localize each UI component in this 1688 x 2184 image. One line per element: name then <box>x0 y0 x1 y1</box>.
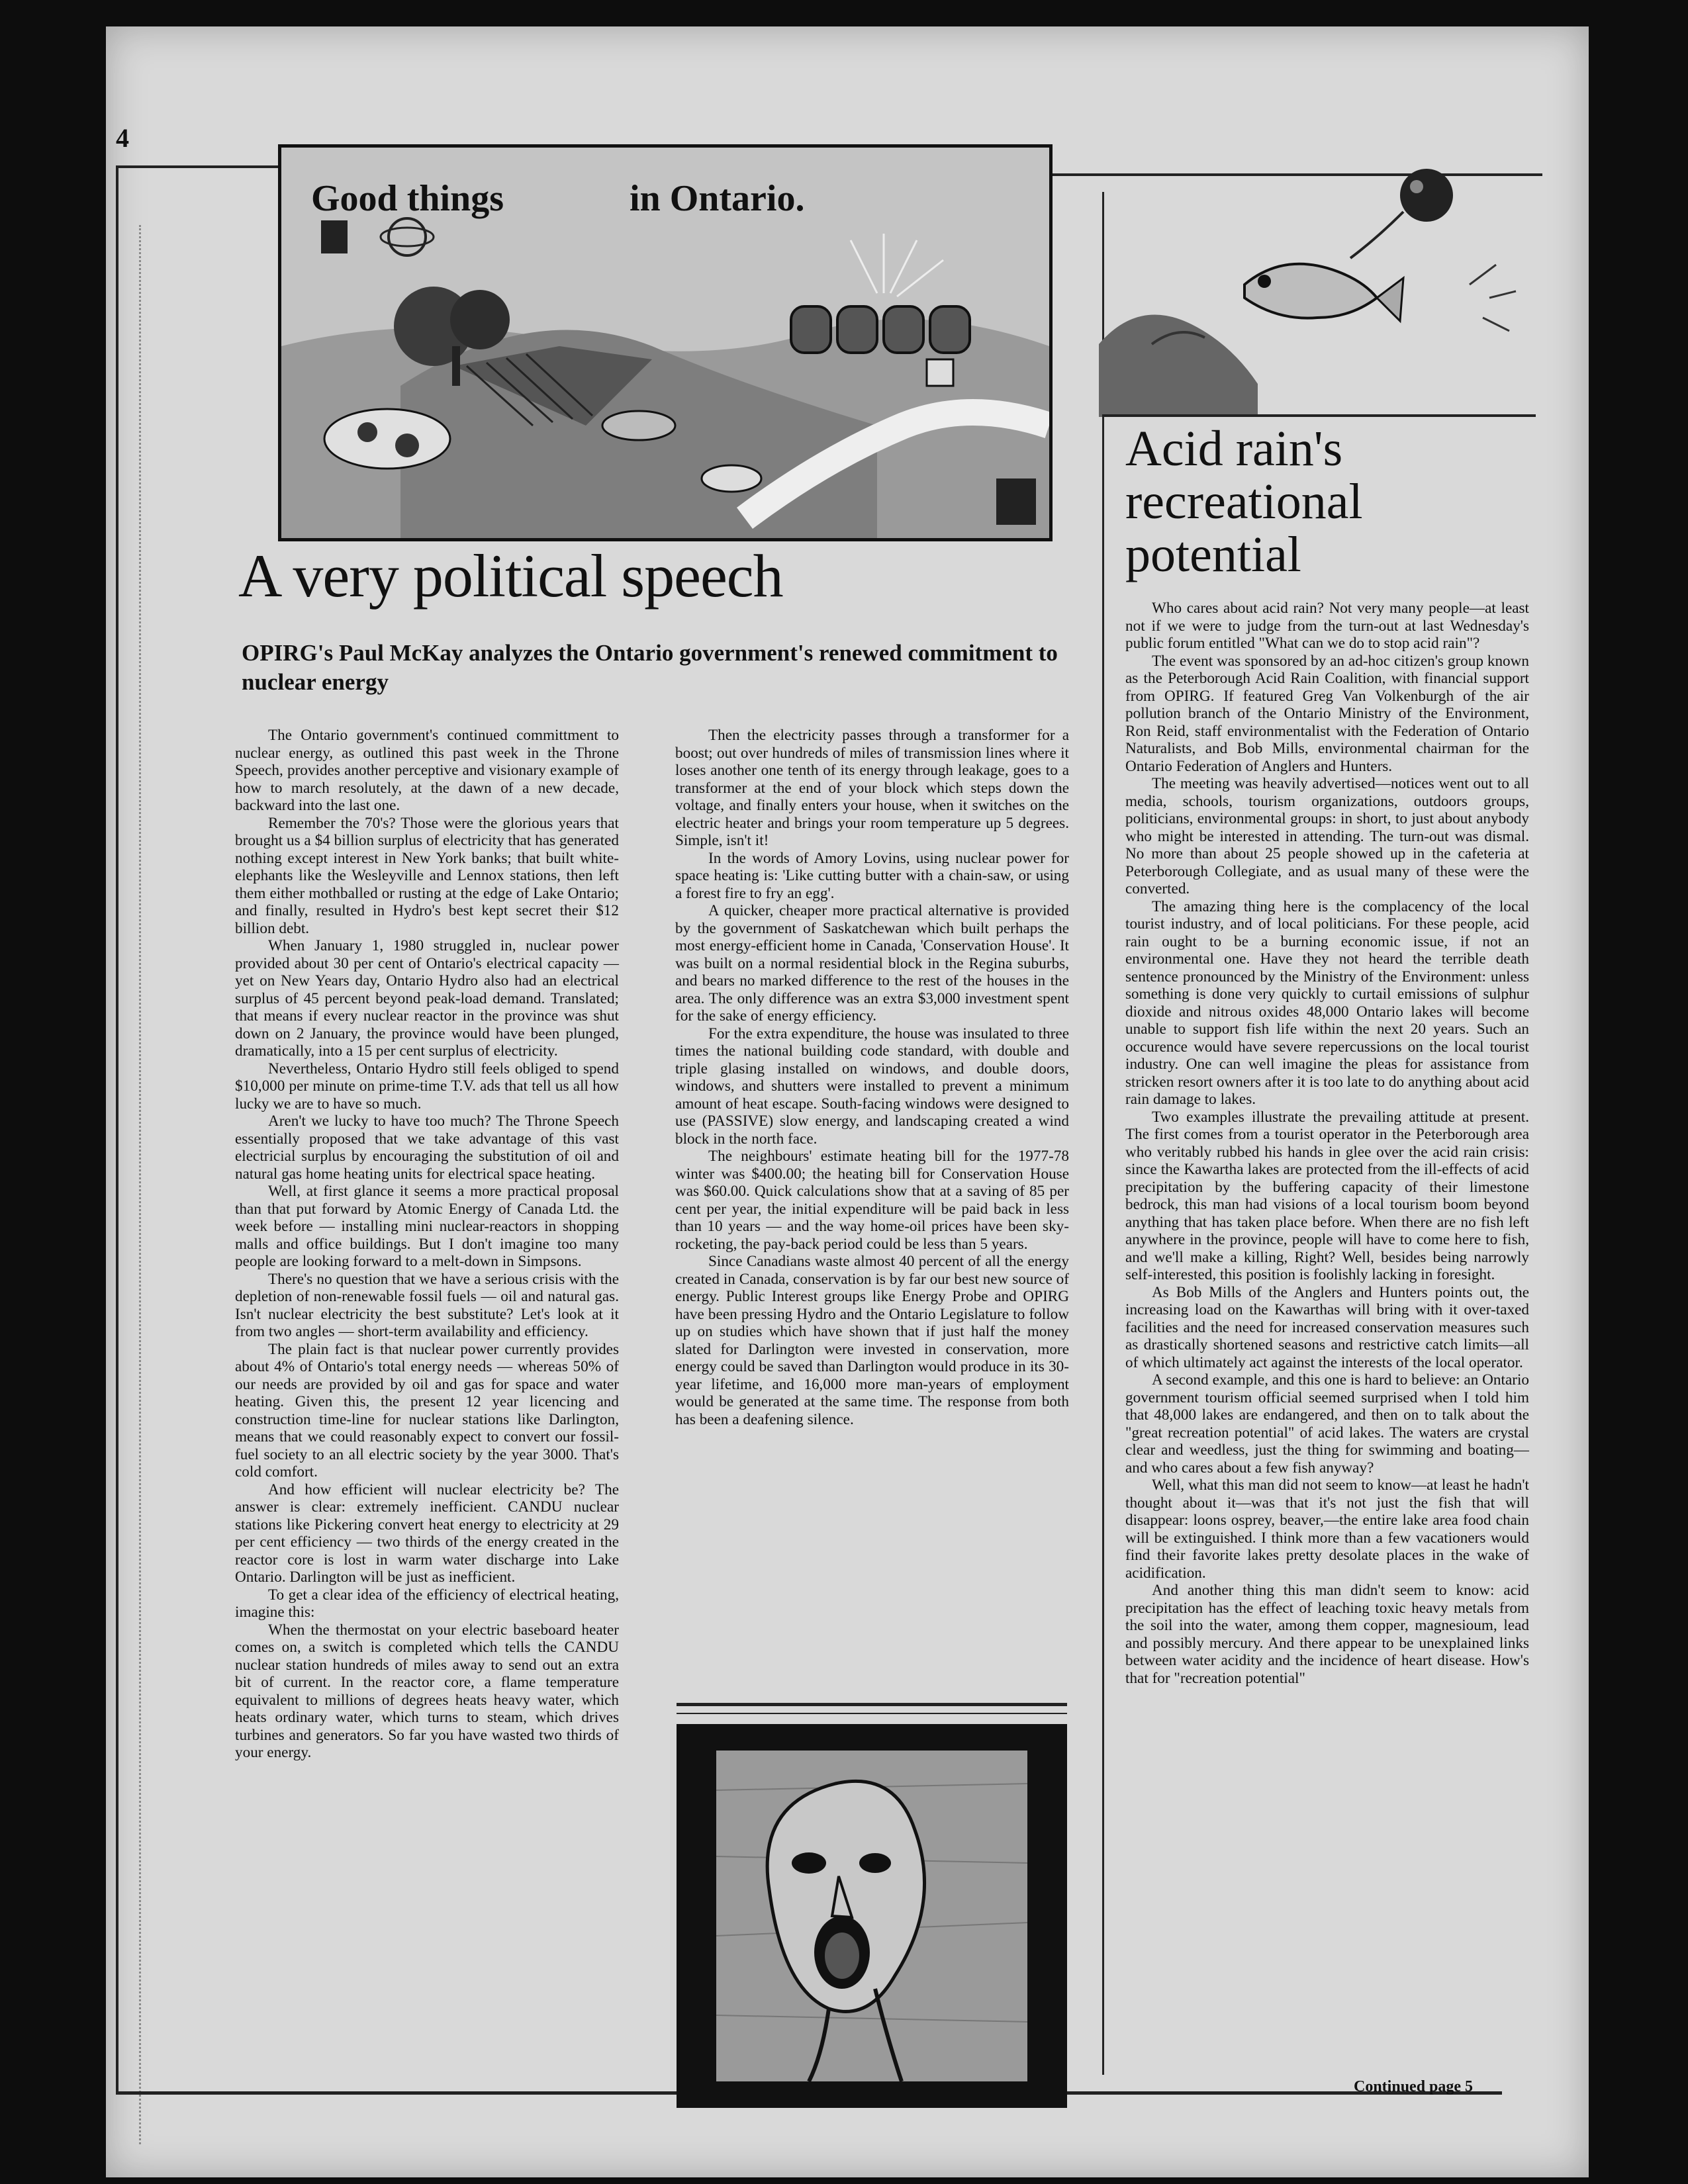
paragraph: Since Canadians waste almost 40 percent of all the energy created in Canada, conservation is by far our best new source of energy. Public Interest groups like Energy Probe and OPIRG have been pressing Hydro and the Ontario Legislature to follow up on studies which have shown that if just half the money slated for Darlington were invested in conservation, more energy could be saved than Darlington would produce in its 30-year lifetime, and 16,000 more man-years of employment would be generated at the same time. The response from both has been a deafening silence. <box>675 1253 1069 1428</box>
column-rule <box>1102 192 1104 2075</box>
paragraph: Who cares about acid rain? Not very many people—at least not if we were to judge from the turn-out at last Wednesday's public forum entitled "What can we do to stop acid rain"? <box>1125 600 1529 652</box>
paragraph: The plain fact is that nuclear power currently provides about 4% of Ontario's total energy needs — whereas 50% of our needs are provided by oil and gas for space and water heating. Given this, the present 12 year licencing and construction time-line for nuclear stations like Darlington, means that we could reasonably expect to convert our fossil-fuel society to an all electric society by the year 3000. That's cold comfort. <box>235 1340 619 1480</box>
paragraph: For the extra expenditure, the house was insulated to three times the national building code standard, with double and triple glasing installed on windows, and double doors, windows, and shutters were installed to prevent a minimum amount of heat escape. South-facing windows were designed to use (PASSIVE) slow energy, and landscaping created a wind block in the north face. <box>675 1024 1069 1148</box>
acid-rain-headline <box>1125 422 1536 581</box>
paragraph: The amazing thing here is the complacency of the local tourist industry, and of local politicians. For these people, acid rain ought to be a burning economic issue, if not an environmental one. Have they not heard the terrible death sentence pronounced by the Ministry of the Environment: unless something is done very quickly to curtail emissions of sulphur dioxide and nitrous oxides 48,000 Ontario lakes will become unable to support fish life within the next 20 years. Such an occurence would have severe repercussions on the local tourist industry. One can well imagine the pleas for assistance from stricken resort owners after it is too late to do anything about acid rain damage to lakes. <box>1125 897 1529 1108</box>
paragraph: The meeting was heavily advertised—notices went out to all media, schools, tourism organizations, outdoors groups, politicians, environmental groups: in short, to just about anybody who might be interested in attending. The turn-out was dismal. No more than about 25 people showed up in the cafeteria at Peterborough Collegiate, and as usual many of these were the converted. <box>1125 775 1529 897</box>
paragraph: Well, at first glance it seems a more practical proposal than that put forward by Atomic Energy of Canada Ltd. the week before — installing mini nuclear-reactors in shopping malls and office buildings. But I don't imagine too many people are looking forward to a melt-down in Simpsons. <box>235 1183 619 1270</box>
paragraph: Two examples illustrate the prevailing attitude at present. The first comes from a tourist operator in the Peterborough area who veritably rubbed his hands in glee over the acid rain crisis: since the Kawartha lakes are protected from the ill-effects of acid precipitation by the buffering capacity of their limestone bedrock, this man had visions of a local tourism boom beyond anything that has taken place before. When there are no fish left anywhere in the province, people will have to come here to fish, and we'll make a killing, Right? Well, besides being narrowly self-interested, this position is foolishly lacking in foresight. <box>1125 1108 1529 1283</box>
paragraph: To get a clear idea of the efficiency of electrical heating, imagine this: <box>235 1586 619 1621</box>
paragraph: A quicker, cheaper more practical alternative is provided by the government of Saskatchewan which built perhaps the most energy-efficient home in Canada, 'Conservation House'. It was built on a normal residential block in the Regina suburbs, and bears no marked difference to the rest of the houses in the area. The only difference was an extra $3,000 investment spent for the sake of energy efficiency. <box>675 902 1069 1024</box>
ad-slogan <box>311 177 1019 220</box>
paragraph: When the thermostat on your electric baseboard heater comes on, a switch is completed which tells the CANDU nuclear station hundreds of miles away to send out an extra bit of current. In the reactor core, a flame temperature equivalent to millions of degrees heats heavy water, which heats ordinary water, which turns to steam, which drives turbines and generators. So far you have wasted two thirds of your energy. <box>235 1621 619 1761</box>
paragraph: And another thing this man didn't seem to know: acid precipitation has the effect of leaching toxic heavy metals from the soil into the water, among them copper, magnesioum, lead and possibly mercury. And there appear to be unexplained links between water acidity and the incidence of heart disease. How's that for "recreation potential" <box>1125 1582 1529 1687</box>
paragraph: When January 1, 1980 struggled in, nuclear power provided about 30 per cent of Ontario's electrical capacity — yet on New Years day, Ontario Hydro also had an electrical surplus of 45 percent beyond peak-load demand. Translated; that means if every nuclear reactor in the province was shut down on 2 January, the province would have been plunged, dramatically, into a 15 per cent surplus of electricity. <box>235 937 619 1060</box>
article-column-1 <box>235 727 619 1762</box>
continued-link[interactable]: Continued page 5 <box>1354 2078 1474 2095</box>
paragraph: Well, what this man did not seem to know—at least he hadn't thought about it—was that it's not just the fish that will disappear: loons osprey, beaver,—the entire lake area food chain will be extinguished. I think more than a few vacationers would find their favorite lakes pretty desolate places in the wake of acidification. <box>1125 1477 1529 1582</box>
paragraph: The neighbours' estimate heating bill for the 1977-78 winter was $400.00; the heating bill for Conservation House was $60.00. Quick calculations show that at a saving of 85 per cent per year, the initial expenditure will be paid back in less than 10 years — and the way home-oil prices have been sky-rocketing, the pay-back period could be less than 5 years. <box>675 1148 1069 1253</box>
fish-cartoon <box>1099 165 1549 417</box>
article-headline: A very political speech <box>238 542 783 610</box>
headline-line: Acid rain's <box>1125 421 1343 477</box>
paragraph: A second example, and this one is hard to believe: an Ontario government tourism official seemed surprised when I told him that 48,000 lakes are endangered, and then on to talk about the "great recreation potential" of acid lakes. The waters are crystal clear and weedless, just the thing for swimming and boating—and who cares about a few fish anyway? <box>1125 1371 1529 1477</box>
paragraph: Aren't we lucky to have too much? The Throne Speech essentially proposed that we take advantage of this vast electricial surplus by encouraging the substitution of oil and natural gas home heating units for electrical space heating. <box>235 1113 619 1183</box>
paragraph: As Bob Mills of the Anglers and Hunters points out, the increasing load on the Kawarthas will bring with it over-taxed facilities and the need for increased conservation measures such as drastically shortened seasons and restrictive catch limits—all of which ultimately act against the interests of the local operator. <box>1125 1283 1529 1371</box>
headline-line: potential <box>1125 527 1301 582</box>
paragraph: The Ontario government's continued committment to nuclear energy, as outlined this past week in the Throne Speech, provides another perceptive and visionary example of how to march resolutely, at the dawn of a new decade, backward into the last one. <box>235 727 619 814</box>
paragraph: And how efficient will nuclear electricity be? The answer is clear: extremely inefficient. CANDU nuclear stations like Pickering convert heat energy to electricity at 29 per cent efficiency — two thirds of the energy created in the reactor core is lost in warm water discharge into Lake Ontario. Darlington will be just as inefficient. <box>235 1480 619 1586</box>
paragraph: Then the electricity passes through a transformer for a boost; out over hundreds of miles of transmission lines where it loses another one tenth of its energy through leakage, goes to a transformer at the end of your block which steps down the voltage, and finally enters your house, when it switches on the electric heater and brings your room temperature up 5 degrees. Simple, isn't it! <box>675 727 1069 849</box>
acid-rain-column <box>1125 600 1529 1687</box>
fish-bomb-illustration <box>1099 165 1549 417</box>
fish-cartoon-rule <box>1102 414 1536 417</box>
paragraph: Nevertheless, Ontario Hydro still feels obliged to spend $10,000 per minute on prime-time T.V. ads that tell us all how lucky we are to have so much. <box>235 1060 619 1113</box>
screaming-face-illustration <box>677 1724 1067 2108</box>
ad-slogan-right: in Ontario. <box>630 178 805 219</box>
paragraph: There's no question that we have a serious crisis with the depletion of non-renewable fossil fuels — oil and natural gas. Isn't nuclear electricity the best substitute? Let's look at it from two angles — short-term availability and efficiency. <box>235 1270 619 1340</box>
headline-line: recreational <box>1125 474 1363 529</box>
article-column-2 <box>675 727 1069 1428</box>
paragraph: In the words of Amory Lovins, using nuclear power for space heating is: 'Like cutting butter with a chain-saw, or using a forest fire to fry an egg'. <box>675 849 1069 902</box>
paragraph: The event was sponsored by an ad-hoc citizen's group known as the Peterborough Acid Rain Coalition, with financial support from OPIRG. If featured Greg Van Volkenburgh of the air pollution branch of the Ontario Ministry of the Environment, Ron Reid, staff environmentalist with the Federation of Ontario Naturalists, and Bob Mills, environmental chairman for the Ontario Federation of Anglers and Hunters. <box>1125 652 1529 775</box>
cartoon-ad <box>278 144 1053 541</box>
frame-top-rule-left <box>116 165 278 168</box>
ad-slogan-left: Good things <box>311 178 504 219</box>
section-divider-thin <box>677 1713 1067 1714</box>
section-divider-thick <box>677 1703 1067 1706</box>
article-deck: OPIRG's Paul McKay analyzes the Ontario government's renewed commitment to nuclear energy <box>242 640 1058 695</box>
paragraph: Remember the 70's? Those were the glorious years that brought us a $4 billion surplus of electricity that has generated nothing except interest in New York banks; that built white-elephants like the Wesleyville and Lennox stations, then left them either mothballed or rusting at the edge of Lake Ontario; and finally, resulted in Hydro's best kept secret their $12 billion debt. <box>235 814 619 937</box>
page-number: 4 <box>116 123 129 153</box>
screaming-face-icon <box>677 1724 1067 2108</box>
